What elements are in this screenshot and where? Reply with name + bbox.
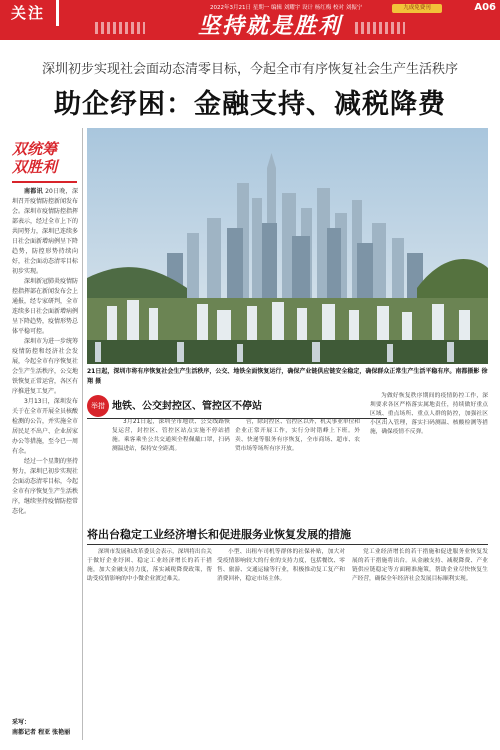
byline-names: 南都记者 程亚 张艳丽 — [12, 729, 71, 736]
story1-column-2 — [235, 418, 360, 522]
story2-column-1 — [87, 548, 212, 740]
header-info: 2022年3月21日 星期一 编辑 刘耀宇 设计 杨红梅 校对 刘振宁 — [210, 5, 363, 11]
story2-paragraph: 深圳市发展和改革委员会表示，深圳将出台关于做好企业纾困、稳定工业经济增长的若干措施，加大金融支持力度，落实减税降费政策，帮助受疫情影响的中小微企业渡过难关。 — [87, 549, 212, 582]
story2-column-2 — [217, 548, 345, 740]
city-skyline-photo — [87, 128, 488, 364]
story1-column-1 — [112, 418, 230, 522]
left-paragraph: 20日晚，深圳召开疫情防控新闻发布会。深圳市疫情防控指挥部表示，经过全市上下的共同努力，深圳已连续多日社会面新增病例呈下降趋势，防控形势持续向好，社会面动态清零目标初步实现。 — [12, 188, 78, 275]
left-paragraph: 深圳市为进一步统筹疫情防控和经济社会发展，今起全市有序恢复社会生产生活秩序，公交地铁恢复正常运营，各区有序推进复工复产。 — [12, 338, 78, 395]
section-badge: 举措 — [87, 395, 109, 417]
column-divider — [82, 128, 83, 740]
story1-paragraph: 3月21日起，深圳全市地铁、公交线路恢复运营，封控区、管控区站点实施不停站措施。乘客乘坐公共交通须全程佩戴口罩，扫码测温进站，保持安全距离。 — [112, 419, 230, 452]
left-paragraph: 深圳新冠肺炎疫情防控指挥部在新闻发布会上通报，经专家研判，全市连续多日社会面新增病例呈下降趋势，疫情形势总体平稳可控。 — [12, 278, 78, 335]
banner-decoration-right — [355, 22, 405, 34]
headline-main: 助企纾困：金融支持、减税降费 — [54, 89, 446, 120]
byline-label: 采写： — [12, 719, 31, 726]
left-paragraph: 经过一个星期的坚持努力，深圳已初步实现社会面动态清零目标，今起全市有序恢复生产生活秩序，继续坚持疫情防控常态化。 — [12, 458, 78, 515]
byline — [12, 718, 78, 740]
story2-column-3 — [352, 548, 488, 740]
story2-headline: 将出台稳定工业经济增长和促进服务业恢复发展的措施 — [87, 528, 351, 541]
page-number: A06 — [474, 2, 496, 13]
banner-title: 坚持就是胜利 — [197, 14, 342, 39]
left-column-text — [12, 187, 78, 657]
story1-paragraph: 营，除封控区、管控区以外，机关事业单位和企业正常开展工作，实行分时错峰上下班。外卖、快递等服务有序恢复，全市商场、超市、农贸市场等场所有序开放。 — [235, 419, 360, 452]
story2-rule — [87, 544, 488, 545]
banner-decoration-left — [95, 22, 145, 34]
left-paragraph: 3月13日，深圳发布关于在全市开展全员核酸检测的公告，并实施全市居民足不出户、企业居家办公等措施，至今已一周有余。 — [12, 398, 78, 455]
story1-headline: 地铁、公交封控区、管控区不停站 — [112, 401, 262, 412]
column-kicker: 双统筹 双胜利 — [12, 140, 58, 176]
story1-column-3 — [370, 392, 488, 522]
header-badge: 九成免费刊 — [392, 4, 442, 13]
headline-subtitle: 深圳初步实现社会面动态清零目标，今起全市有序恢复社会生产生活秩序 — [41, 62, 458, 77]
photo-caption: 21日起，深圳市将有序恢复社会生产生活秩序，公交、地铁全面恢复运行，确保产业链供应链安全稳定，确保群众正常生产生活平稳有序。南都摄影 徐翔 摄 — [87, 368, 488, 385]
story2-paragraph: 党工业经济增长的若干措施和促进服务业恢复发展的若干措施将出台。从金融支持、减税降费、产业链供应链稳定等方面精准施策，帮助企业尽快恢复生产经营，确保全年经济社会发展目标顺利实现。 — [352, 549, 488, 582]
kicker-underline — [12, 181, 77, 183]
section-tag: 关注 — [0, 0, 59, 26]
dateline: 南都讯 — [24, 188, 43, 195]
story2-paragraph: 小型、出租车司机等群体的社保补贴，加大对受疫情影响较大的行业的支持力度，包括餐饮、零售、旅游、交通运输等行业，积极推动复工复产和消费回补，稳定市场主体。 — [217, 549, 345, 582]
story1-paragraph: 为做好恢复秩序期间的疫情防控工作，深圳要求各区严格落实属地责任，持续做好重点区域、重点场所、重点人群的防控，加强社区小区出入管理，落实扫码测温、核酸检测等措施，确保疫情不反弹。 — [370, 393, 488, 435]
